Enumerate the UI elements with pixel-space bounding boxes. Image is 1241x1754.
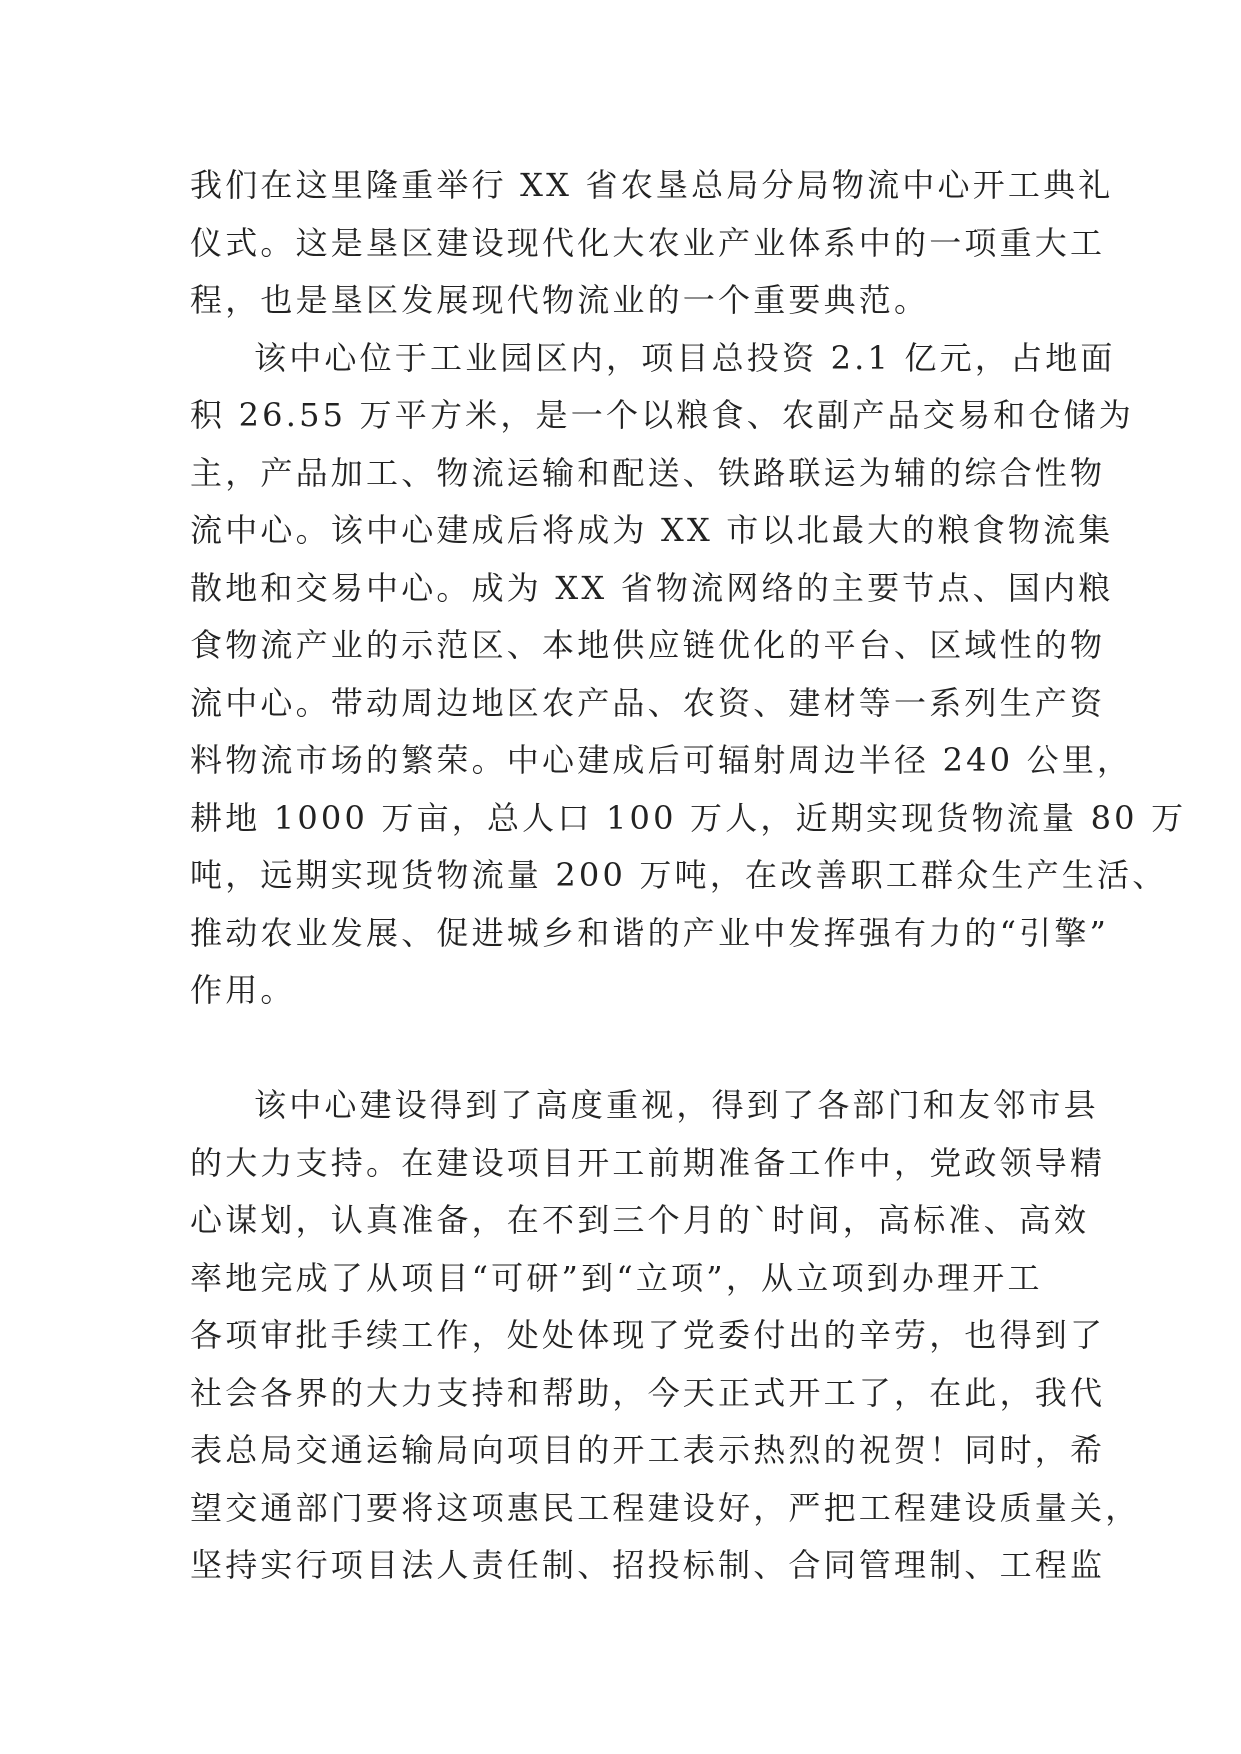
text-line: 流中心。带动周边地区农产品、农资、建材等一系列生产资 — [190, 683, 1106, 722]
text-line: 社会各界的大力支持和帮助，今天正式开工了，在此，我代 — [190, 1373, 1106, 1412]
text-line: 各项审批手续工作，处处体现了党委付出的辛劳，也得到了 — [190, 1316, 1106, 1354]
text-line: 坚持实行项目法人责任制、招投标制、合同管理制、工程监 — [190, 1546, 1106, 1584]
text-line: 作用。 — [190, 971, 296, 1009]
text-line: 料物流市场的繁荣。中心建成后可辐射周边半径 240 公里， — [190, 741, 1133, 779]
text-line: 食物流产业的示范区、本地供应链优化的平台、区域性的物 — [190, 626, 1106, 664]
text-line: 流中心。该中心建成后将成为 XX 市以北最大的粮食物流集 — [190, 511, 1114, 549]
text-line: 散地和交易中心。成为 XX 省物流网络的主要节点、国内粮 — [190, 568, 1114, 607]
text-line — [190, 1020, 1052, 1078]
text-line: 耕地 1000 万亩，总人口 100 万人，近期实现货物流量 80 万 — [190, 798, 1187, 837]
paragraph-1 — [190, 157, 1114, 330]
text-line: 积 26.55 万平方米，是一个以粮食、农副产品交易和仓储为 — [190, 396, 1134, 434]
text-line: 程，也是垦区发展现代物流业的一个重要典范。 — [190, 281, 930, 319]
text-line: 的大力支持。在建设项目开工前期准备工作中，党政领导精 — [190, 1143, 1106, 1182]
paragraph-3 — [190, 1077, 1141, 1595]
text-line: 吨，远期实现货物流量 200 万吨，在改善职工群众生产生活、 — [190, 856, 1168, 894]
text-line: 仪式。这是垦区建设现代化大农业产业体系中的一项重大工 — [190, 223, 1106, 262]
document-body — [190, 157, 1187, 1595]
text-line: 推动农业发展、促进城乡和谐的产业中发挥强有力的“引擎” — [190, 913, 1110, 952]
text-line: 该中心位于工业园区内，项目总投资 2.1 亿元，占地面 — [254, 338, 1116, 377]
text-line: 心谋划，认真准备，在不到三个月的`时间，高标准、高效 — [190, 1201, 1090, 1239]
text-line: 主，产品加工、物流运输和配送、铁路联运为辅的综合性物 — [190, 453, 1106, 492]
text-line: 该中心建设得到了高度重视，得到了各部门和友邻市县 — [254, 1086, 1099, 1124]
text-line: 表总局交通运输局向项目的开工表示热烈的祝贺！同时，希 — [190, 1431, 1106, 1469]
text-line: 我们在这里隆重举行 XX 省农垦总局分局物流中心开工典礼 — [190, 166, 1114, 204]
text-line: 望交通部门要将这项惠民工程建设好，严把工程建设质量关， — [190, 1488, 1141, 1527]
paragraph-2 — [190, 330, 1187, 1078]
text-line: 率地完成了从项目“可研”到“立项”，从立项到办理开工 — [190, 1258, 1043, 1297]
